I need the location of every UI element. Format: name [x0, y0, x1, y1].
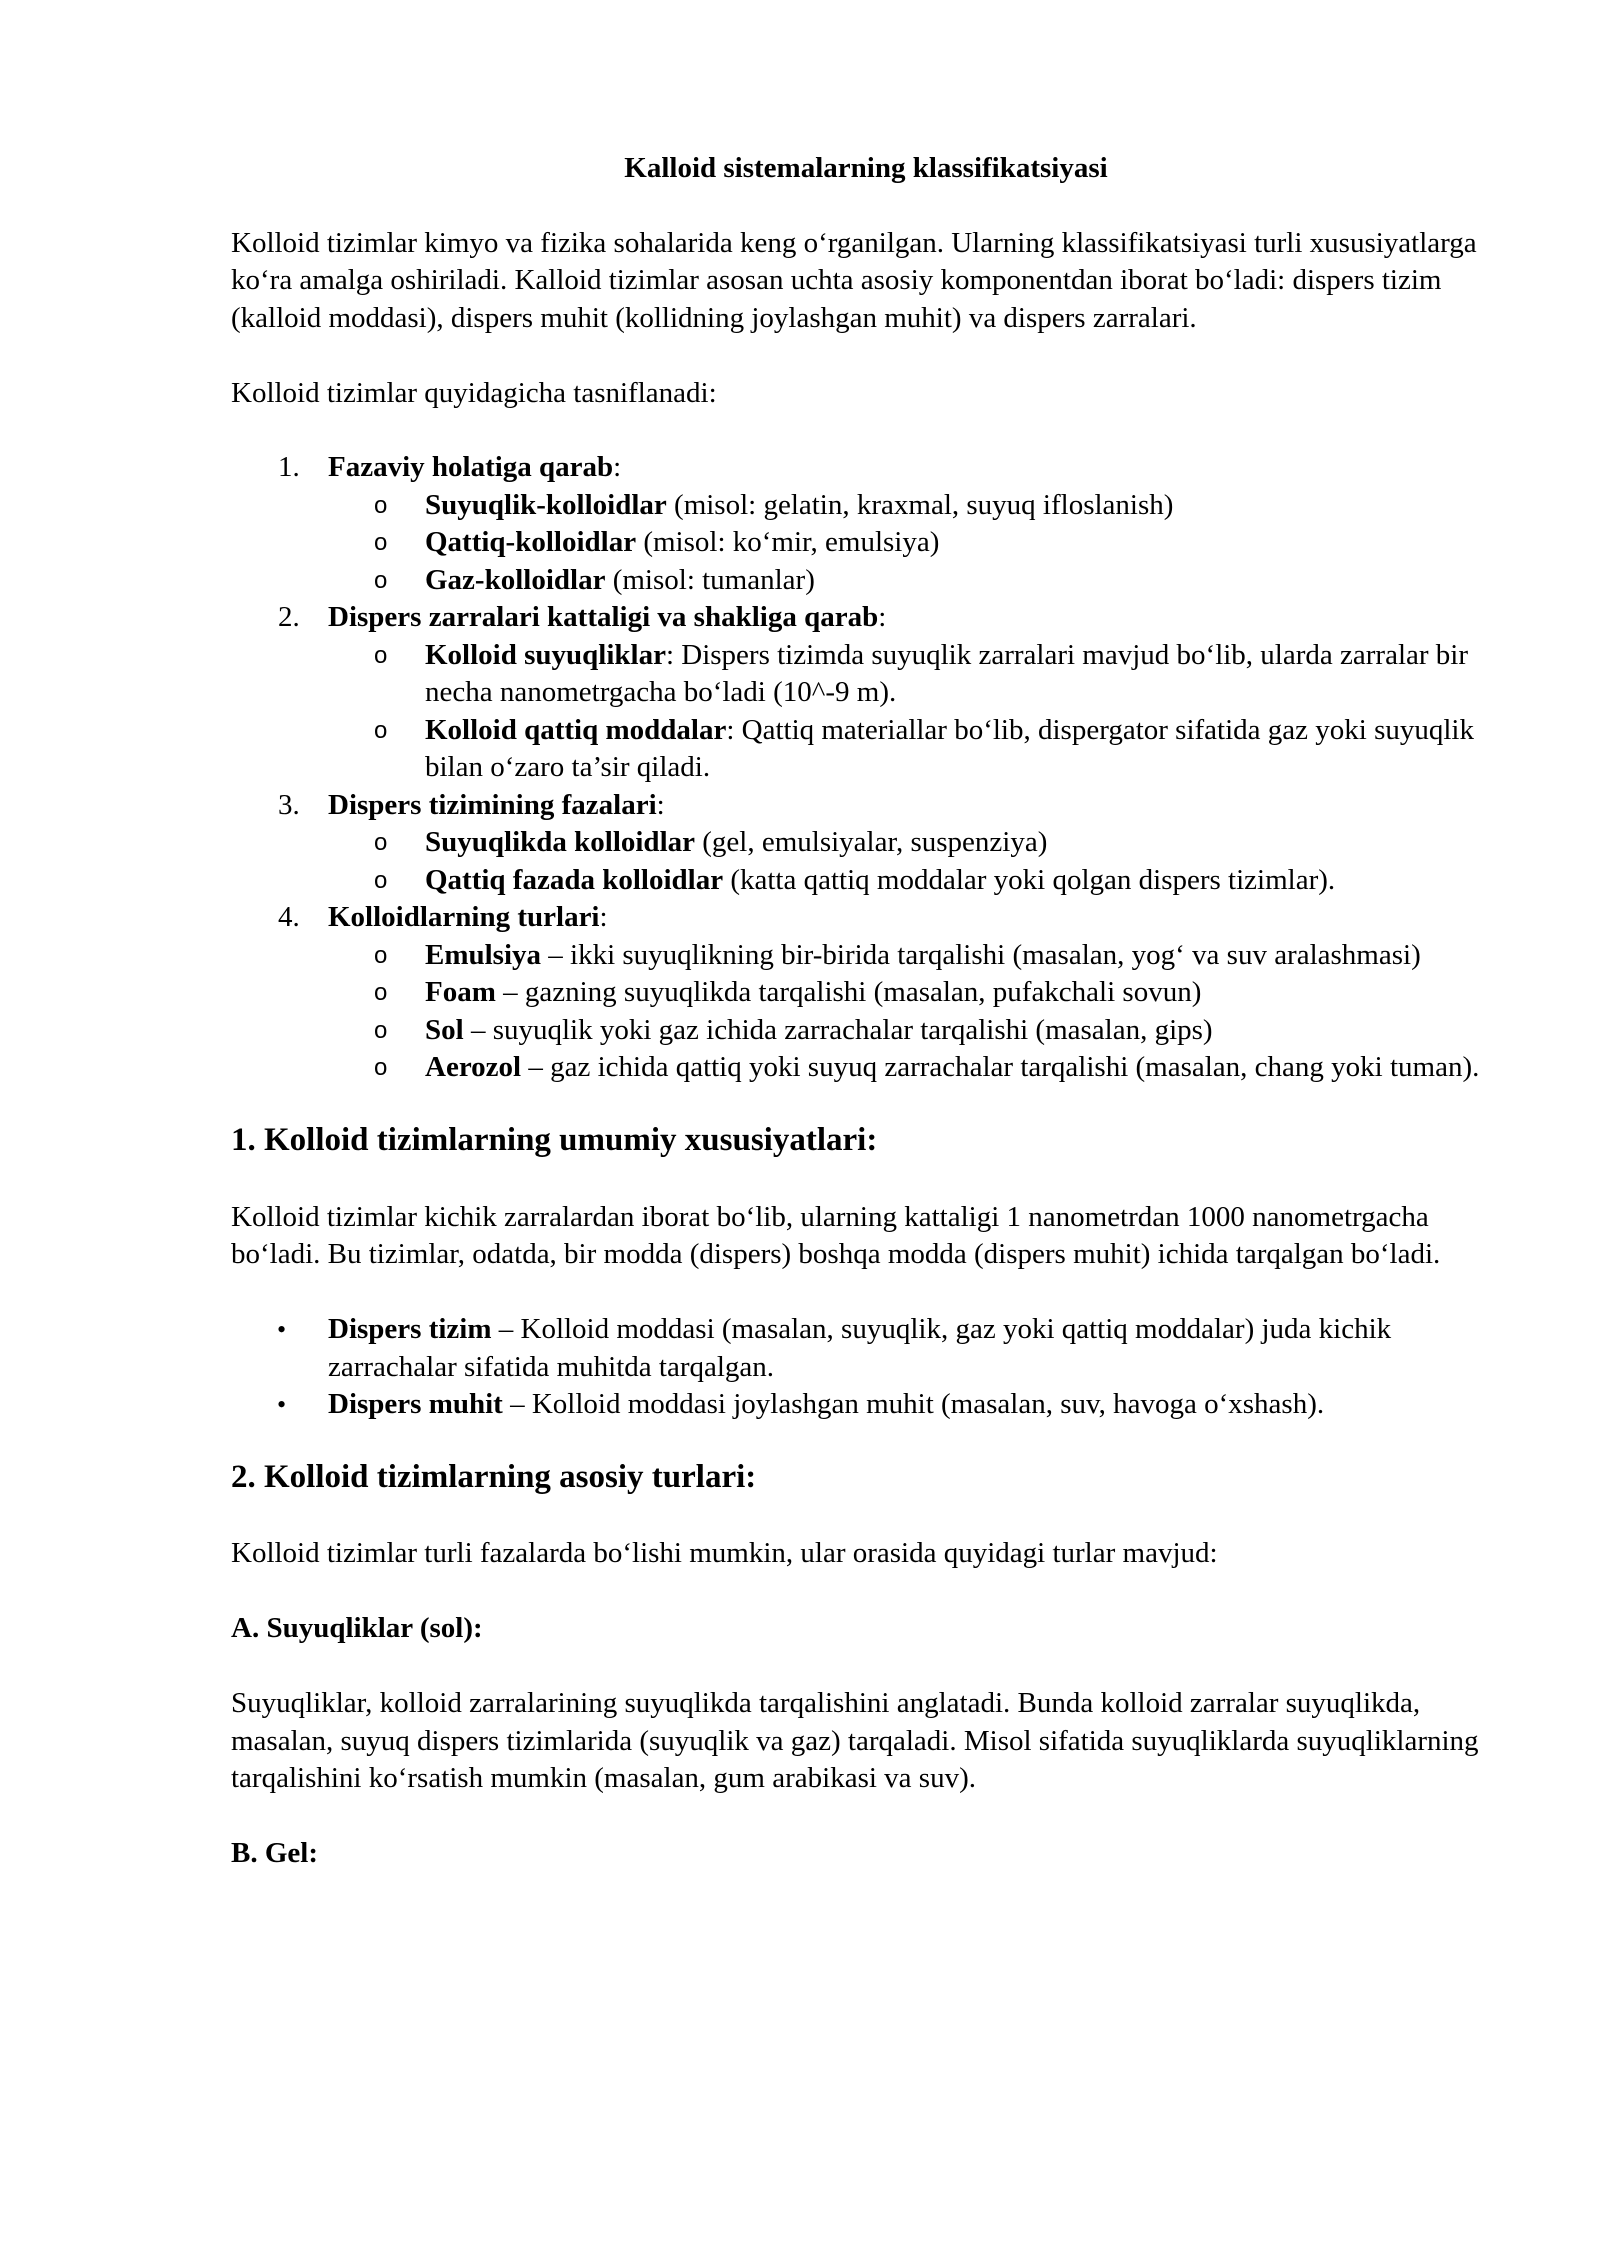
class-item-1	[231, 449, 1501, 487]
class-sublist-1	[231, 487, 1501, 600]
circle-bullet-icon: o	[374, 641, 388, 669]
item-term: Kolloid suyuqliklar	[425, 638, 666, 671]
bullet-icon: •	[277, 1315, 287, 1344]
document-title: Kalloid sistemalarning klassifikatsiyasi	[624, 152, 1108, 184]
circle-bullet-icon: o	[374, 941, 388, 969]
class-item-2	[231, 599, 1501, 637]
item-term: Dispers tizim	[328, 1313, 492, 1345]
item-term: Qattiq fazada kolloidlar	[425, 863, 724, 896]
document-page	[231, 150, 1501, 1910]
item-term: Gaz-kolloidlar	[425, 563, 606, 596]
class-item-3	[231, 787, 1501, 825]
list-item	[231, 487, 1501, 525]
item-term: Suyuqlik-kolloidlar	[425, 488, 667, 521]
item-term: Emulsiya	[425, 938, 542, 971]
list-number: 3.	[278, 788, 300, 821]
item-text: (misol: gelatin, kraxmal, suyuq ifloslanish)	[666, 488, 1174, 521]
item-text: – Kolloid moddasi (masalan, suyuqlik, gaz yoki qattiq moddalar) juda kichik zarrachalar sifatida muhitda tarqalgan.	[328, 1313, 1392, 1383]
class-label: Kolloidlarning turlari	[328, 901, 600, 933]
circle-bullet-icon: o	[374, 979, 388, 1006]
list-item	[231, 1012, 1501, 1050]
list-item	[231, 1386, 1501, 1424]
class-colon: :	[599, 901, 608, 933]
class-label: Dispers zarralari kattaligi va shakliga qarab	[328, 601, 879, 633]
list-item	[231, 862, 1501, 900]
circle-bullet-icon: o	[374, 829, 388, 856]
item-text: : Dispers tizimda suyuqlik zarralari mavjud bo‘lib, ularda zarralar bir necha nanometrgacha bo‘ladi (10^-9 m).	[425, 638, 1468, 708]
class-sublist-2	[231, 637, 1501, 787]
item-text: – gazning suyuqlikda tarqalishi (masalan, pufakchali sovun)	[495, 976, 1202, 1008]
list-number: 4.	[278, 901, 300, 933]
circle-bullet-icon: o	[374, 1054, 388, 1081]
circle-bullet-icon: o	[374, 529, 388, 556]
item-term: Suyuqlikda kolloidlar	[425, 826, 695, 858]
class-label: Dispers tizimining fazalari	[328, 788, 657, 821]
item-term: Sol	[425, 1013, 464, 1046]
item-text: (misol: tumanlar)	[605, 563, 815, 596]
intro-paragraph: Kolloid tizimlar kimyo va fizika sohalarida keng o‘rganilgan. Ularning klassifikatsiyasi turli xususiyatlarga ko‘ra amalga oshiriladi. Kalloid tizimlar asosan uchta asosiy komponentdan iborat bo‘ladi: dispers tizim (kalloid moddasi), dispers muhit (kollidning joylashgan muhit) va dispers zarralari.	[231, 226, 1477, 334]
section2-paragraph: Kolloid tizimlar turli fazalarda bo‘lishi mumkin, ular orasida quyidagi turlar mavjud:	[231, 1537, 1218, 1569]
circle-bullet-icon: o	[374, 716, 388, 744]
subheading-b: B. Gel:	[231, 1837, 318, 1869]
circle-bullet-icon: o	[374, 566, 388, 594]
class-label: Fazaviy holatiga qarab	[328, 451, 614, 483]
list-item	[231, 824, 1501, 862]
class-colon: :	[878, 601, 887, 633]
item-text: – gaz ichida qattiq yoki suyuq zarrachalar tarqalishi (masalan, chang yoki tuman).	[521, 1051, 1480, 1083]
item-text: (katta qattiq moddalar yoki qolgan dispers tizimlar).	[723, 863, 1336, 896]
classification-list	[231, 449, 1501, 1087]
item-text: – suyuqlik yoki gaz ichida zarrachalar tarqalishi (masalan, gips)	[463, 1013, 1213, 1046]
list-item	[231, 637, 1501, 712]
circle-bullet-icon: o	[374, 491, 388, 519]
item-text: (gel, emulsiyalar, suspenziya)	[695, 826, 1048, 858]
circle-bullet-icon: o	[374, 866, 388, 894]
class-colon: :	[656, 788, 665, 821]
item-term: Foam	[425, 976, 496, 1008]
item-text: – Kolloid moddasi joylashgan muhit (masalan, suv, havoga o‘xshash).	[502, 1388, 1325, 1420]
list-item	[231, 524, 1501, 562]
section-heading-2: 2. Kolloid tizimlarning asosiy turlari:	[231, 1459, 757, 1495]
class-item-4	[231, 899, 1501, 937]
subheading-a: A. Suyuqliklar (sol):	[231, 1612, 483, 1644]
list-item	[231, 937, 1501, 975]
list-item	[231, 974, 1501, 1012]
list-item	[231, 1311, 1501, 1386]
class-sublist-3	[231, 824, 1501, 899]
lead-paragraph: Kolloid tizimlar quyidagicha tasniflanadi:	[231, 376, 717, 409]
section-heading-1: 1. Kolloid tizimlarning umumiy xususiyatlari:	[231, 1121, 878, 1158]
section1-paragraph: Kolloid tizimlar kichik zarralardan iborat bo‘lib, ularning kattaligi 1 nanometrdan 1000 nanometrgacha bo‘ladi. Bu tizimlar, odatda, bir modda (dispers) boshqa modda (dispers muhit) ichida tarqalgan bo‘ladi.	[231, 1200, 1441, 1270]
section1-bullets	[231, 1311, 1501, 1424]
class-colon: :	[613, 451, 622, 483]
item-text: : Qattiq materiallar bo‘lib, dispergator sifatida gaz yoki suyuqlik bilan o‘zaro ta’sir qiladi.	[425, 713, 1474, 783]
list-item	[231, 1049, 1501, 1087]
circle-bullet-icon: o	[374, 1016, 388, 1044]
item-term: Aerozol	[425, 1051, 522, 1083]
list-number: 2.	[278, 601, 300, 633]
item-term: Kolloid qattiq moddalar	[425, 713, 727, 746]
class-sublist-4	[231, 937, 1501, 1087]
list-number: 1.	[278, 451, 300, 483]
bullet-icon: •	[277, 1390, 287, 1419]
item-term: Dispers muhit	[328, 1388, 503, 1420]
item-term: Qattiq-kolloidlar	[425, 526, 637, 558]
subsection-a-paragraph: Suyuqliklar, kolloid zarralarining suyuqlikda tarqalishini anglatadi. Bunda kolloid zarralar suyuqlikda, masalan, suyuq dispers tizimlarida (suyuqlik va gaz) tarqaladi. Misol sifatida suyuqliklarda suyuqliklarning tarqalishini ko‘rsatish mumkin (masalan, gum arabikasi va suv).	[231, 1687, 1479, 1794]
list-item	[231, 562, 1501, 600]
item-text: (misol: ko‘mir, emulsiya)	[636, 526, 940, 558]
item-text: – ikki suyuqlikning bir-birida tarqalishi (masalan, yog‘ va suv aralashmasi)	[541, 938, 1421, 971]
list-item	[231, 712, 1501, 787]
